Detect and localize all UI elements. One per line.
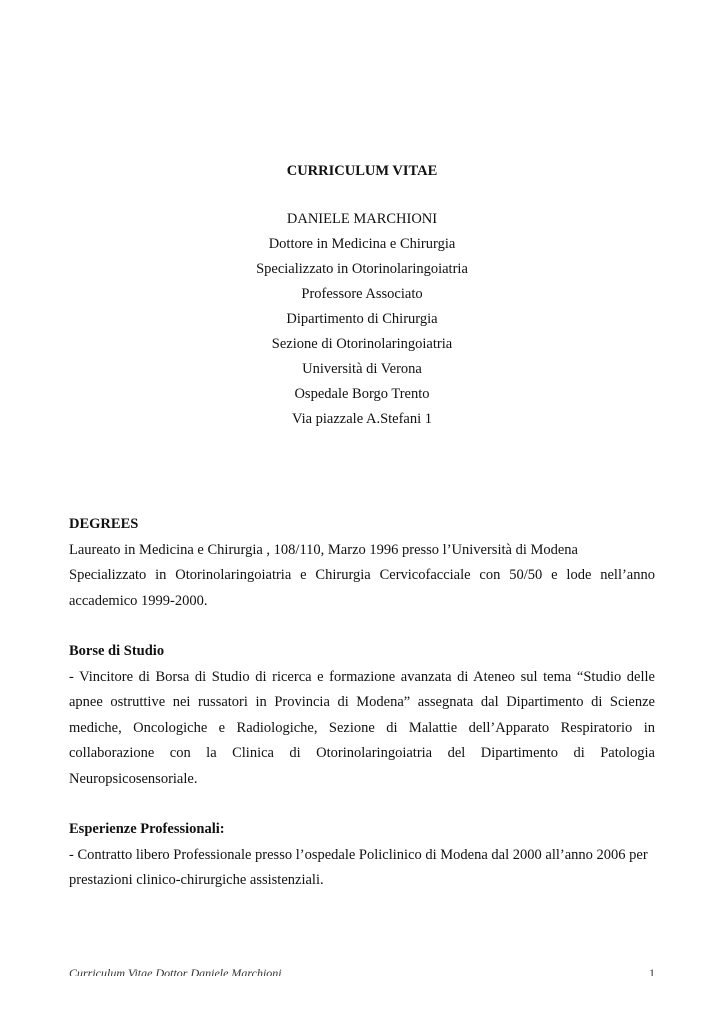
degree-laurea: Laureato in Medicina e Chirurgia , 108/110, Marzo 1996 presso l’Università di Modena — [69, 541, 578, 558]
header-degree: Dottore in Medicina e Chirurgia — [268, 236, 456, 252]
footer-title: Curriculum Vitae Dottor Daniele Marchioni — [69, 966, 282, 976]
cv-body — [69, 512, 655, 919]
page-footer — [69, 962, 655, 976]
section-heading-borse: Borse di Studio — [69, 643, 165, 659]
esperienze-text: - Contratto libero Professionale presso l’ospedale Policlinico di Modena dal 2000 all’anno 2006 per prestazioni clinico-chirurgiche assistenziali. — [69, 846, 648, 888]
section-degrees — [69, 512, 655, 614]
cv-header — [0, 160, 724, 432]
header-university: Università di Verona — [302, 361, 422, 377]
section-heading-esperienze: Esperienze Professionali: — [69, 821, 225, 837]
document-title: CURRICULUM VITAE — [286, 163, 438, 179]
section-esperienze — [69, 817, 655, 894]
borse-text: - Vincitore di Borsa di Studio di ricerca e formazione avanzata di Ateneo sul tema “Studio delle apnee ostruttive nei russatori in Provincia di Modena” assegnata dal Dipartimento di Scienze mediche, Oncologiche e Radiologiche, Sezione di Malattie dell’Apparato Respiratorio in collaborazione con la Clinica di Otorinolaringoiatria del Dipartimento di Patologia Neuropsicosensoriale. — [69, 668, 655, 787]
header-department: Dipartimento di Chirurgia — [286, 311, 438, 327]
header-specialization: Specializzato in Otorinolaringoiatria — [256, 261, 468, 277]
header-hospital: Ospedale Borgo Trento — [294, 386, 430, 402]
header-section: Sezione di Otorinolaringoiatria — [271, 336, 453, 352]
degree-specializzazione: Specializzato in Otorinolaringoiatria e Chirurgia Cervicofacciale con 50/50 e lode nell’anno accademico 1999-2000. — [69, 567, 655, 609]
header-address: Via piazzale A.Stefani 1 — [291, 411, 433, 427]
header-position: Professore Associato — [301, 286, 423, 302]
page-number: 1 — [649, 966, 655, 976]
header-name: DANIELE MARCHIONI — [286, 211, 438, 227]
section-heading-degrees: DEGREES — [69, 516, 139, 532]
section-borse — [69, 639, 655, 792]
